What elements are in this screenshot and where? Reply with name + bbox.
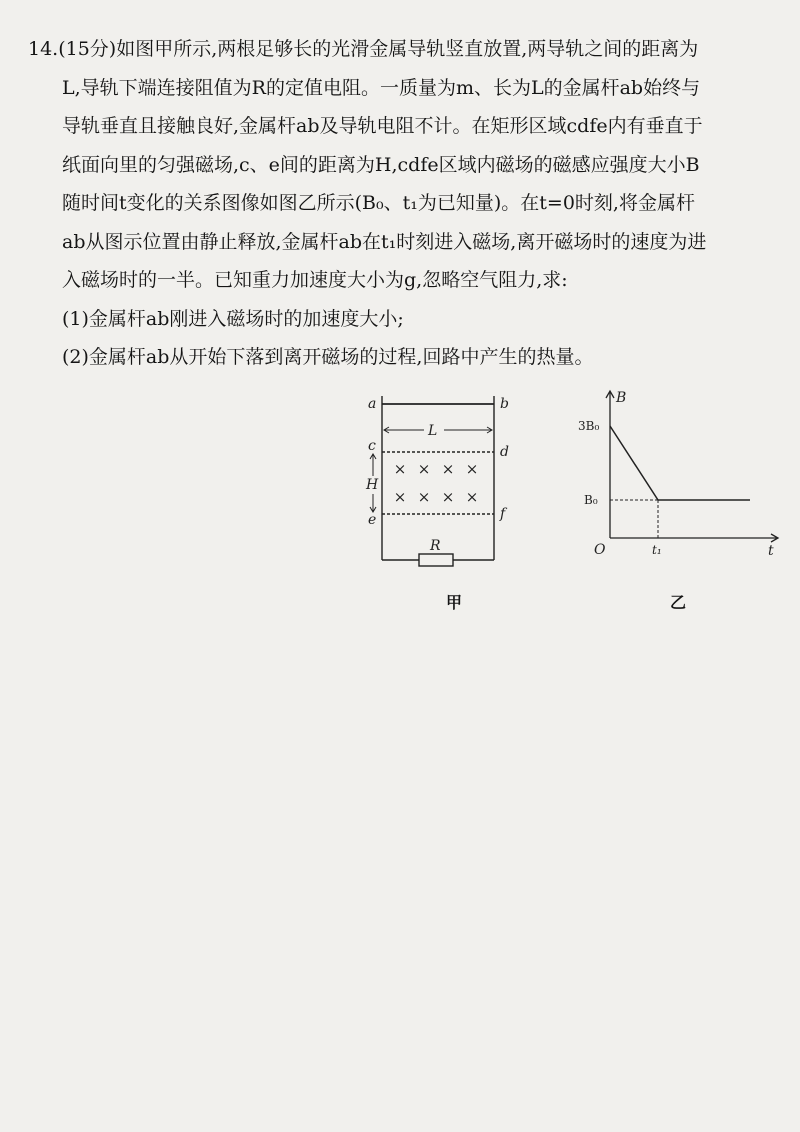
problem-line-6: ab从图示位置由静止释放,金属杆ab在t₁时刻进入磁场,离开磁场时的速度为进 (62, 230, 707, 253)
figure-jia-circuit (362, 388, 522, 588)
field-cross-mark: × (417, 488, 431, 506)
field-cross-mark: × (441, 460, 455, 478)
field-cross-mark: × (393, 488, 407, 506)
label-a: a (368, 396, 377, 412)
label-L: L (428, 423, 438, 439)
label-f: f (500, 506, 506, 522)
problem-line-3: 导轨垂直且接触良好,金属杆ab及导轨电阻不计。在矩形区域cdfe内有垂直于 (62, 115, 703, 137)
x-tick-t1: t₁ (652, 543, 662, 557)
x-axis-label: t (768, 543, 774, 558)
y-tick-B0: B₀ (584, 493, 598, 507)
field-cross-mark: × (465, 460, 479, 478)
label-H: H (366, 477, 379, 493)
label-b: b (500, 396, 509, 412)
figure-jia-caption: 甲 (446, 593, 463, 612)
y-tick-3B0: 3B₀ (578, 419, 600, 433)
problem-line-1: 14.(15分)如图甲所示,两根足够长的光滑金属导轨竖直放置,两导轨之间的距离为 (28, 38, 699, 60)
series-line (610, 426, 750, 500)
problem-line-4: 纸面向里的匀强磁场,c、e间的距离为H,cdfe区域内磁场的磁感应强度大小B (62, 153, 700, 176)
figure-yi-chart (572, 388, 782, 558)
field-cross-mark: × (417, 460, 431, 478)
label-e: e (368, 512, 377, 528)
resistor-R (419, 554, 453, 566)
field-cross-mark: × (393, 460, 407, 478)
problem-14 (28, 30, 780, 377)
label-d: d (500, 444, 509, 460)
question-2: (2)金属杆ab从开始下落到离开磁场的过程,回路中产生的热量。 (62, 346, 594, 368)
field-cross-mark: × (465, 488, 479, 506)
origin-label: O (594, 542, 606, 558)
label-R: R (430, 538, 441, 554)
problem-line-7: 入磁场时的一半。已知重力加速度大小为g,忽略空气阻力,求: (62, 269, 568, 291)
problem-line-2: L,导轨下端连接阻值为R的定值电阻。一质量为m、长为L的金属杆ab始终与 (62, 76, 701, 99)
label-c: c (368, 438, 376, 454)
question-1: (1)金属杆ab刚进入磁场时的加速度大小; (62, 307, 404, 330)
figure-yi-caption: 乙 (670, 593, 687, 612)
problem-line-5: 随时间t变化的关系图像如图乙所示(B₀、t₁为已知量)。在t=0时刻,将金属杆 (62, 192, 695, 214)
field-cross-mark: × (441, 488, 455, 506)
y-axis-label: B (616, 390, 627, 406)
magnetic-field-marks (394, 460, 479, 506)
